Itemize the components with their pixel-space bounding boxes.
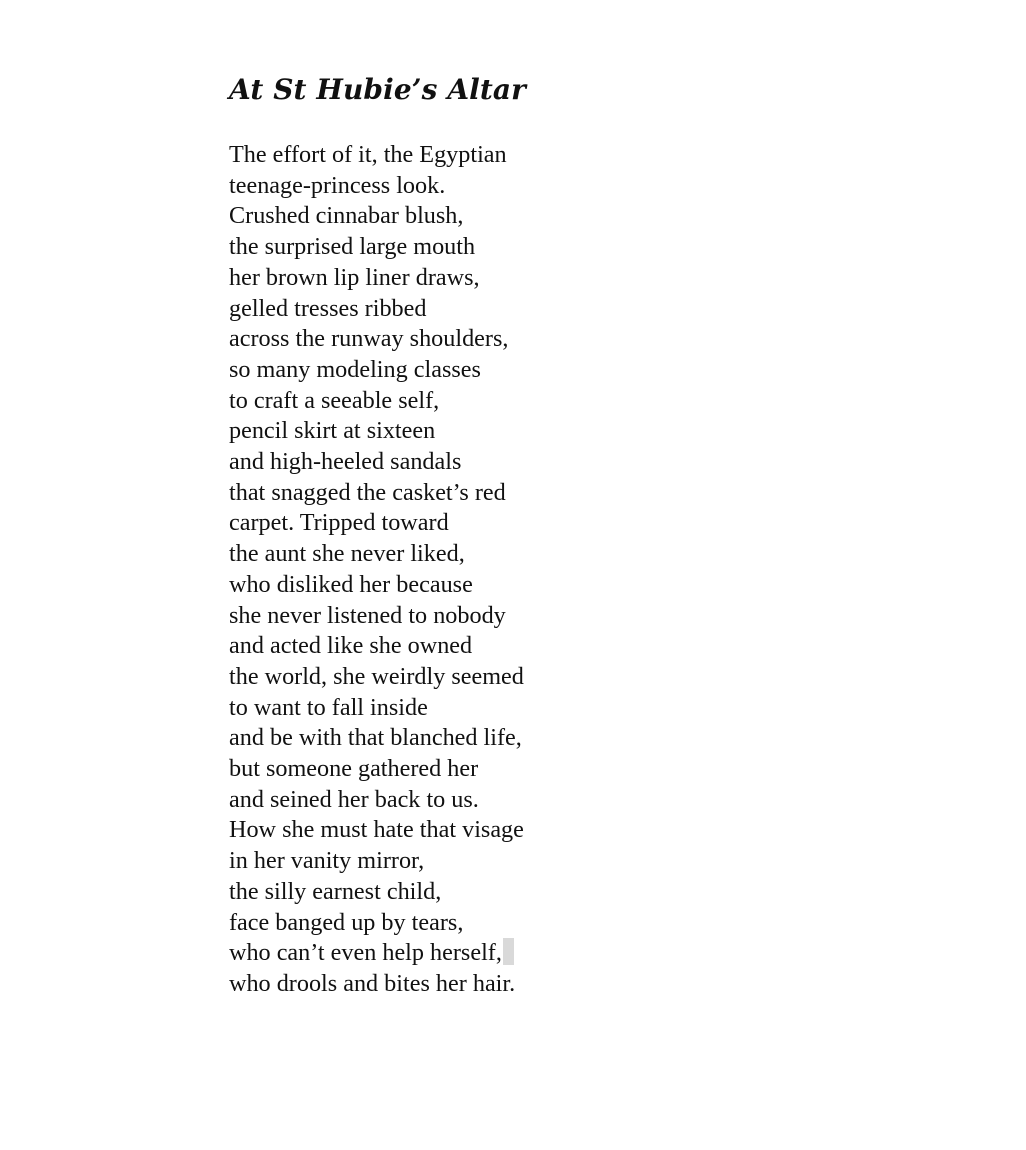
poem-line: so many modeling classes [229,355,481,383]
poem-line: to want to fall inside [229,693,428,721]
poem-line: the surprised large mouth [229,233,476,261]
poem-line: and high-heeled sandals [229,448,462,476]
poem-line: gelled tresses ribbed [229,294,427,322]
poem-body[interactable] [229,140,789,1000]
poem-line-with-cursor [229,938,789,969]
poem-line: that snagged the casket’s red [229,478,506,506]
poem-line: teenage-princess look. [229,171,446,199]
poem-line: the world, she weirdly seemed [229,662,524,690]
poem-line: who disliked her because [229,570,473,598]
poem-line: in her vanity mirror, [229,847,425,875]
poem-line: who drools and bites her hair. [229,969,516,997]
poem-line: the aunt she never liked, [229,540,465,568]
poem-line: and be with that blanched life, [229,724,522,752]
poem-title: At St Hubie’s Altar [229,73,527,106]
poem-line: but someone gathered her [229,755,479,783]
poem-line: and seined her back to us. [229,785,479,813]
poem-line: Crushed cinnabar blush, [229,202,464,230]
poem-line: across the runway shoulders, [229,325,509,353]
text-cursor[interactable] [503,938,514,965]
poem-line: face banged up by tears, [229,908,464,936]
poem-line-text: who can’t even help herself, [229,939,502,967]
poem-line: to craft a seeable self, [229,386,440,414]
poem-line: and acted like she owned [229,632,473,660]
poem-line: How she must hate that visage [229,816,524,844]
poem-line: pencil skirt at sixteen [229,417,436,445]
poem-line: The effort of it, the Egyptian [229,141,507,168]
document-page[interactable] [229,72,789,1000]
poem-line: she never listened to nobody [229,601,506,629]
poem-line: the silly earnest child, [229,877,442,905]
poem-line: carpet. Tripped toward [229,509,449,537]
poem-line: her brown lip liner draws, [229,263,480,291]
